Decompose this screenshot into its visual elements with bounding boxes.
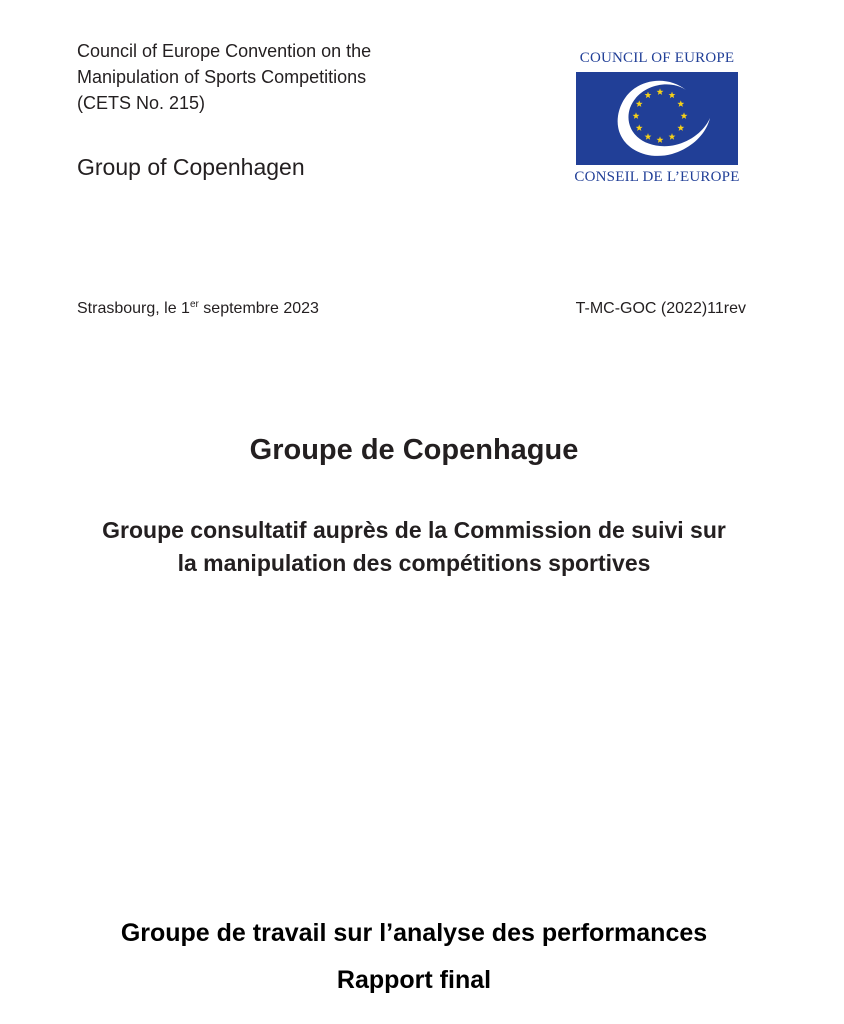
working-group-title: Groupe de travail sur l’analyse des performances — [120, 919, 708, 947]
place-date-prefix: Strasbourg, le 1 — [77, 300, 190, 317]
document-reference: T-MC-GOC (2022)11rev — [575, 300, 746, 317]
emblem-star-icon — [657, 136, 664, 143]
subtitle — [40, 514, 788, 580]
main-title: Groupe de Copenhague — [249, 434, 579, 466]
emblem-star-icon — [633, 112, 640, 119]
emblem-star-icon — [645, 92, 652, 99]
emblem-star-icon — [657, 88, 664, 95]
emblem-star-icon — [669, 133, 676, 140]
logo-bottom-text: CONSEIL DE L’EUROPE — [574, 169, 740, 185]
emblem-star-icon — [645, 133, 652, 140]
convention-line-3: (CETS No. 215) — [77, 93, 206, 113]
emblem-star-icon — [669, 92, 676, 99]
logo-top-text: COUNCIL OF EUROPE — [579, 50, 735, 66]
emblem-star-icon — [681, 112, 688, 119]
emblem-star-icon — [677, 100, 684, 107]
emblem-star-icon — [636, 100, 643, 107]
emblem-star-icon — [677, 124, 684, 131]
convention-line-1: Council of Europe Convention on the — [77, 41, 372, 61]
subtitle-line-1: Groupe consultatif auprès de la Commission de suivi sur — [102, 517, 726, 543]
emblem-star-icon — [636, 124, 643, 131]
subtitle-line-2: la manipulation des compétitions sportives — [177, 550, 651, 576]
place-date-suffix: septembre 2023 — [198, 300, 319, 317]
council-of-europe-emblem-icon — [576, 72, 738, 165]
logo-flag — [576, 72, 738, 165]
group-name-english: Group of Copenhagen — [77, 154, 305, 180]
place-date-superscript: er — [189, 299, 199, 310]
convention-line-2: Manipulation of Sports Competitions — [77, 67, 367, 87]
convention-title — [77, 38, 497, 116]
place-date — [77, 298, 319, 320]
report-title: Rapport final — [336, 966, 492, 994]
council-of-europe-logo — [574, 50, 740, 190]
